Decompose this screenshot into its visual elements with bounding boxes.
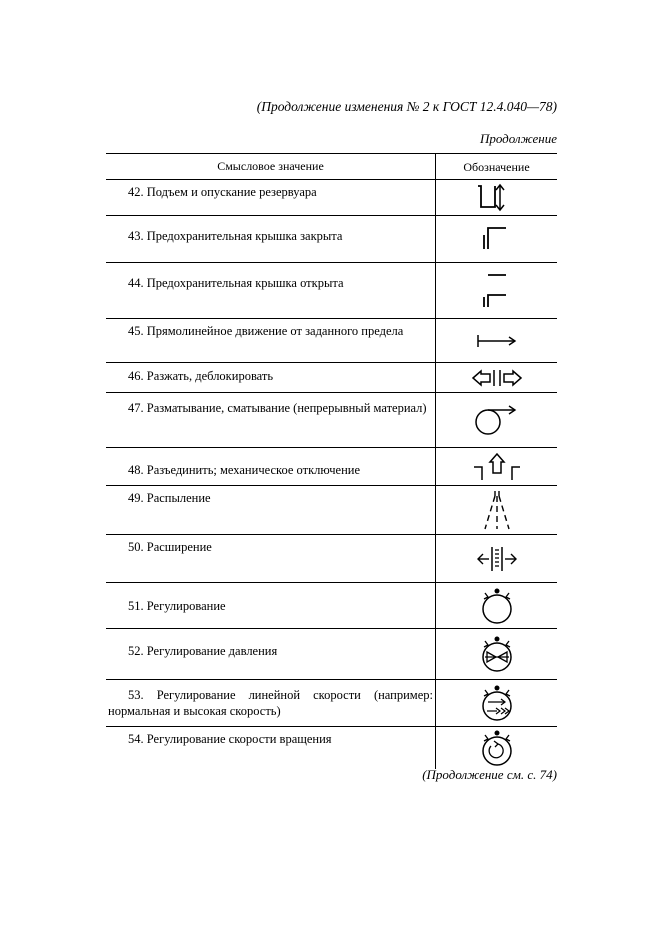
expansion-icon — [474, 544, 520, 574]
linear-speed-regulation-icon — [477, 684, 517, 722]
rotation-speed-regulation-icon — [477, 729, 517, 767]
row-label: 47. Разматывание, сматывание (непрерывный материал) — [106, 393, 436, 447]
disconnect-icon — [472, 452, 522, 482]
row-label: 44. Предохранительная крышка открыта — [106, 263, 436, 318]
table-row — [106, 583, 557, 629]
row-label: 42. Подъем и опускание резервуара — [106, 180, 436, 215]
continuation-label: Продолжение — [479, 131, 557, 146]
col-meaning-header: Смысловое значение — [106, 154, 436, 179]
row-label: 50. Расширение — [106, 535, 436, 582]
row-label: 48. Разъединить; механическое отключение — [106, 448, 436, 485]
continuation-footer: (Продолжение см. с. 74) — [422, 767, 557, 782]
page-header: (Продолжение изменения № 2 к ГОСТ 12.4.040—78) — [256, 99, 557, 114]
table-row — [106, 180, 557, 216]
table-row — [106, 319, 557, 363]
safety-cover-open-icon — [482, 271, 512, 311]
table-row — [106, 216, 557, 263]
table-header-row — [106, 154, 557, 180]
table-row — [106, 486, 557, 535]
table-row — [106, 393, 557, 448]
row-label: 52. Регулирование давления — [106, 629, 436, 679]
row-label: 45. Прямолинейное движение от заданного предела — [106, 319, 436, 362]
row-label: 51. Регулирование — [106, 583, 436, 628]
tank-raise-lower-icon — [476, 183, 518, 213]
table-row — [106, 680, 557, 727]
row-label: 54. Регулирование скорости вращения — [106, 727, 436, 769]
col-symbol-header: Обозначение — [463, 160, 530, 174]
row-label: 49. Распыление — [106, 486, 436, 534]
row-label: 43. Предохранительная крышка закрыта — [106, 216, 436, 262]
table-row — [106, 727, 557, 769]
row-label: 53. Регулирование линейной скорости (например: нормальная и высокая скорость) — [106, 680, 436, 726]
table-row — [106, 448, 557, 486]
safety-cover-closed-icon — [482, 225, 512, 253]
row-label: 46. Разжать, деблокировать — [106, 363, 436, 392]
table-row — [106, 263, 557, 319]
table-row — [106, 363, 557, 393]
table-row — [106, 629, 557, 680]
table-row — [106, 535, 557, 583]
regulation-icon — [477, 587, 517, 625]
spraying-icon — [482, 489, 512, 531]
symbols-table — [106, 153, 557, 769]
unwind-rewind-icon — [475, 403, 519, 437]
pressure-regulation-icon — [477, 635, 517, 673]
unclamp-unlock-icon — [471, 368, 523, 388]
linear-motion-from-limit-icon — [475, 332, 519, 350]
